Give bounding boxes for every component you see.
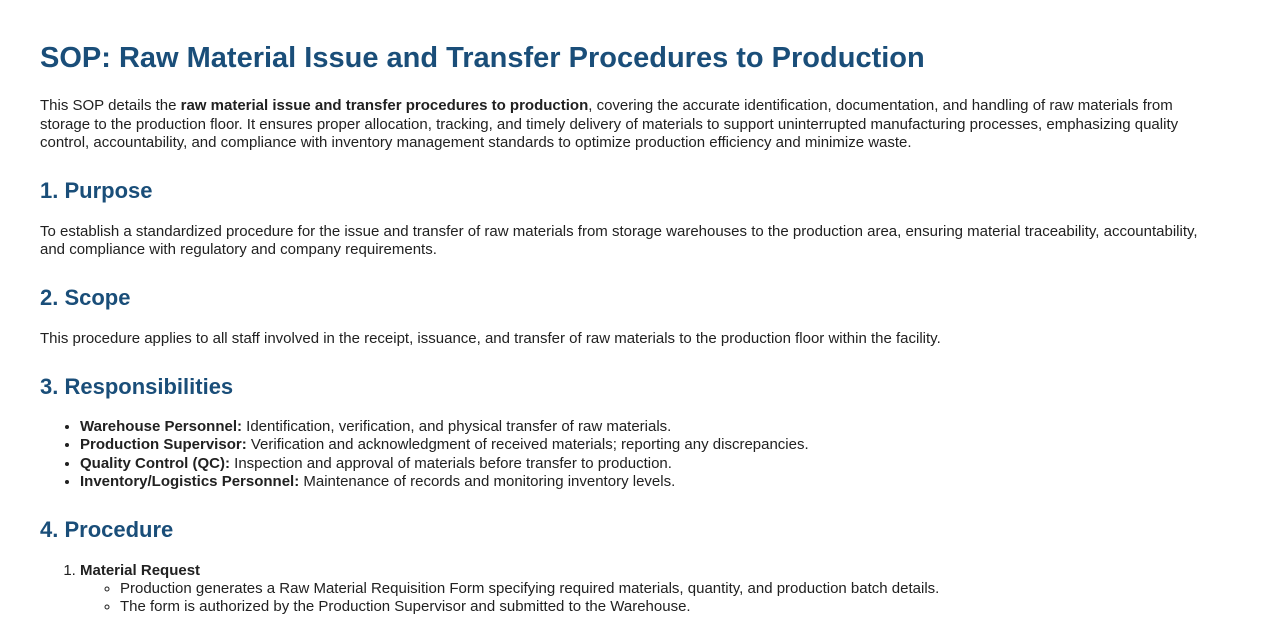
page-title: SOP: Raw Material Issue and Transfer Procedures to Production (40, 42, 925, 74)
substep: ◦ Production generates a Raw Material Requisition Form specifying required materials, quantity, and production batch details. (120, 580, 1212, 598)
section-heading-procedure: 4. Procedure (40, 517, 174, 543)
list-item-inventory-logistics (80, 473, 1212, 491)
list-item-production-supervisor (80, 436, 1212, 454)
section-heading-purpose: 1. Purpose (40, 178, 153, 204)
step-title: Material Request (80, 561, 201, 579)
list-item-warehouse-personnel (80, 418, 1212, 436)
role-label: Production Supervisor: (80, 436, 247, 454)
list-item-quality-control (80, 455, 1212, 473)
role-description: Identification, verification, and physical transfer of raw materials. (241, 418, 672, 436)
intro-paragraph (40, 97, 1212, 152)
responsibilities-list (40, 418, 1212, 491)
intro-text-pre: This SOP details the (40, 97, 181, 115)
section-heading-responsibilities: 3. Responsibilities (40, 373, 234, 399)
procedure-step-material-request (80, 562, 1212, 617)
role-description: Inspection and approval of materials before transfer to production. (230, 454, 672, 472)
purpose-paragraph: To establish a standardized procedure for the issue and transfer of raw materials from storage warehouses to the production area, ensuring material traceability, accountability, and compliance with regulatory and company requirements. (40, 222, 1198, 258)
intro-text-post: , covering the accurate identification, documentation, and handling of raw materials from storage to the production floor. It ensures proper allocation, tracking, and timely delivery of materials to support uninterrupted manufacturing processes, emphasizing quality control, accountability, and compliance with inventory management standards to optimize production efficiency and minimize waste. (40, 97, 1179, 152)
procedure-list (40, 562, 1212, 617)
role-label: Quality Control (QC): (80, 454, 230, 472)
substep: ◦ The form is authorized by the Production Supervisor and submitted to the Warehouse. (120, 598, 1212, 616)
role-description: Verification and acknowledgment of received materials; reporting any discrepancies. (246, 436, 809, 454)
section-heading-scope: 2. Scope (40, 285, 131, 311)
scope-paragraph: This procedure applies to all staff involved in the receipt, issuance, and transfer of raw materials to the production floor within the facility. (40, 329, 941, 347)
role-label: Warehouse Personnel: (80, 418, 242, 436)
substep-list (80, 580, 1212, 617)
role-description: Maintenance of records and monitoring inventory levels. (299, 473, 676, 491)
role-label: Inventory/Logistics Personnel: (80, 473, 300, 491)
intro-bold-phrase: raw material issue and transfer procedures to production (180, 97, 589, 115)
